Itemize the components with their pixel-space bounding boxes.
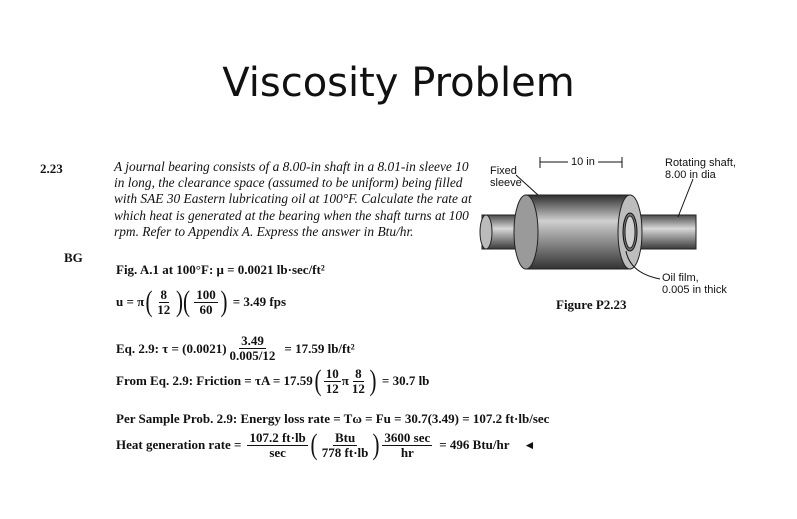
problem-number: 2.23 [40,161,63,176]
answer-marker-icon: ◄ [523,437,536,452]
oil-film-label: Oil film, 0.005 in thick [662,272,727,296]
solution-line-2: u = π ( $\frac{8}{12}$ )( $\frac{100}{60}$ ) = 3.49 fps [116,285,287,318]
shaft-face [625,216,635,248]
dimension-label: 10 in [568,156,598,168]
sleeve-left-end [514,195,538,269]
rotating-shaft-label: Rotating shaft, 8.00 in dia [665,157,736,181]
shaft-left-end [480,215,492,249]
sleeve-body [526,195,630,269]
bg-label: BG [64,250,83,265]
slide-title: Viscosity Problem [222,60,575,106]
solution-line-6: Heat generation rate = $\frac{107.2 ft\cdot lb}{\sec}$ ( $\frac{\text{Btu}}{778 ft\cdot lb}$ ) $\frac{3600 \sec}{hr}$ = 496 Btu/hr ◄ [116,428,536,461]
solution-line-5: Per Sample Prob. 2.9: Energy loss rate = Tω = Fu = 30.7(3.49) = 107.2 ft·lb/sec [116,411,550,426]
rotating-shaft-leader [678,179,693,217]
solution-line-4: From Eq. 2.9: Friction = τA = 17.59 ( $\frac{10}{12}$ π $\frac{8}{12}$ ) = 30.7 lb [116,364,430,397]
problem-statement: A journal bearing consists of a 8.00-in shaft in a 8.01-in sleeve 10 in long, the clearance space (assumed to be uniform) being filled with SAE 30 Eastern lubricating oil at 100°F. Calculate the rate at which heat is generated at the bearing when the shaft turns at 100 rpm. Refer to Appendix A. Express the answer in Btu/hr. [114,159,472,239]
solution-line-3: Eq. 2.9: τ = (0.0021) $\frac{3.49}{0.005/12}$ = 17.59 lb/ft² [116,333,355,363]
figure-caption: Figure P2.23 [556,297,627,312]
fixed-sleeve-label: Fixed sleeve [490,165,522,189]
solution-line-1: Fig. A.1 at 100°F: μ = 0.0021 lb·sec/ft² [116,262,325,277]
